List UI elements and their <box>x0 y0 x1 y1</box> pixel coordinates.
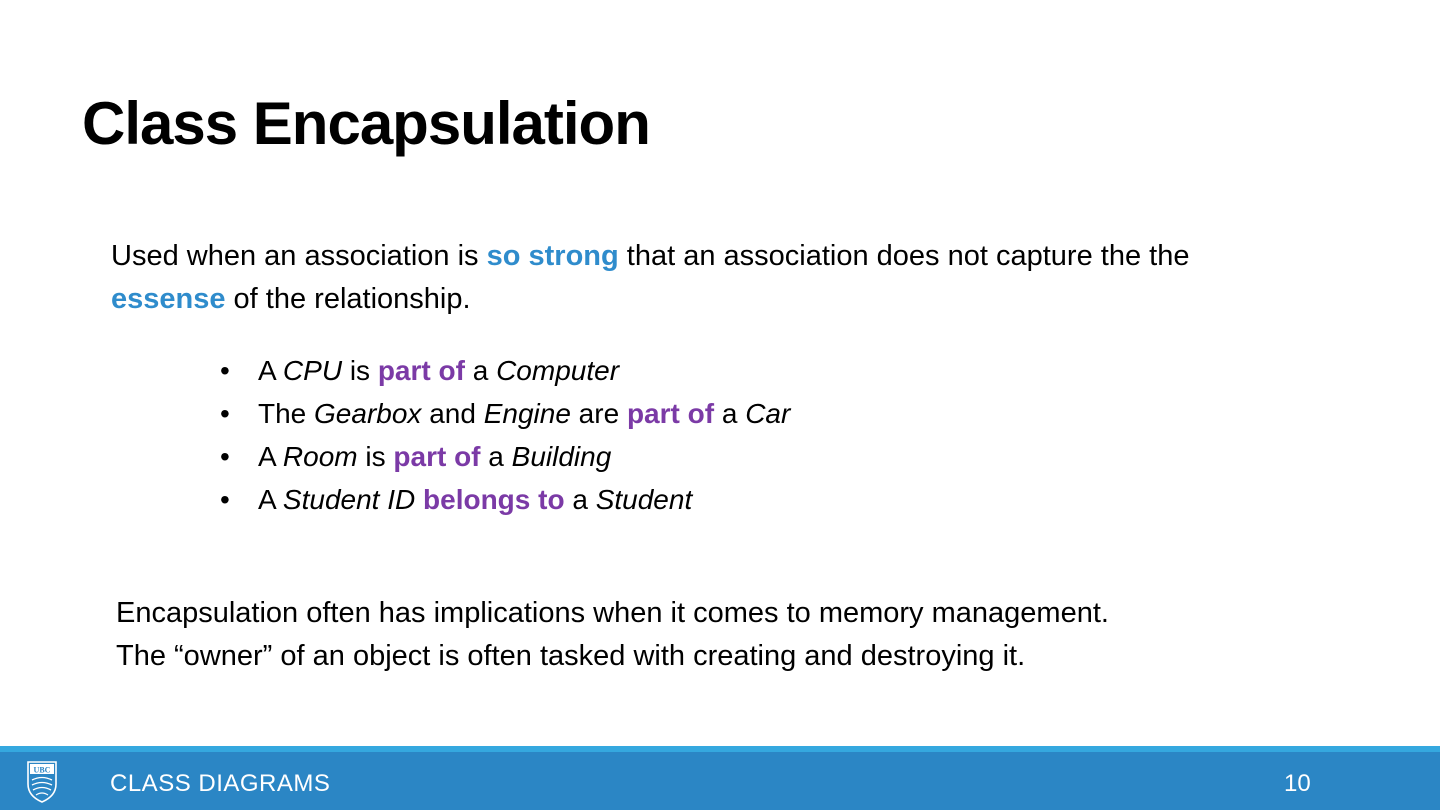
list-text: is <box>357 441 394 472</box>
list-text: A <box>258 355 283 386</box>
list-item <box>220 392 791 435</box>
list-item <box>220 435 790 478</box>
intro-text-1: Used when an association is <box>111 240 487 272</box>
svg-text:UBC: UBC <box>33 765 51 775</box>
list-text: is <box>342 355 378 386</box>
relation-highlight: belongs to <box>423 484 565 515</box>
intro-text-3: of the relationship. <box>225 283 471 315</box>
list-text: a <box>464 355 497 386</box>
list-text: a <box>714 398 746 429</box>
list-text <box>415 484 423 515</box>
memory-note-line-1: Encapsulation often has implications when it comes to memory management. <box>116 597 1109 629</box>
list-text: and <box>421 398 484 429</box>
bullet-icon: • <box>220 484 230 515</box>
bullet-icon: • <box>220 441 230 472</box>
list-item <box>220 478 790 521</box>
list-text: a <box>480 441 512 472</box>
slide-title: Class Encapsulation <box>82 90 650 157</box>
footer-stripe <box>0 746 1440 752</box>
list-term: Gearbox <box>314 398 422 429</box>
bullet-icon: • <box>220 398 230 429</box>
highlight-so-strong: so strong <box>486 240 619 272</box>
list-term: Car <box>745 398 791 429</box>
memory-note <box>116 592 1316 678</box>
slide-number: 10 <box>1284 770 1311 797</box>
list-term: Building <box>511 441 612 472</box>
list-text: A <box>258 441 283 472</box>
footer-section-label: CLASS DIAGRAMS <box>110 770 331 797</box>
memory-note-line-2: The “owner” of an object is often tasked with creating and destroying it. <box>116 640 1026 672</box>
highlight-essense: essense <box>111 283 226 315</box>
list-term: CPU <box>282 355 343 386</box>
relation-highlight: part of <box>626 398 715 429</box>
list-term: Engine <box>483 398 571 429</box>
intro-paragraph <box>111 235 1311 321</box>
bullet-icon: • <box>220 355 230 386</box>
list-item <box>220 349 790 392</box>
example-list <box>220 349 791 521</box>
list-term: Computer <box>496 355 620 386</box>
ubc-crest-icon <box>26 760 58 804</box>
list-term: Room <box>282 441 358 472</box>
list-text: a <box>564 484 596 515</box>
list-text: A <box>258 484 283 515</box>
intro-text-2: that an association does not capture the the <box>618 240 1190 272</box>
list-text: are <box>570 398 627 429</box>
footer-bar <box>0 746 1440 810</box>
relation-highlight: part of <box>377 355 465 386</box>
relation-highlight: part of <box>393 441 481 472</box>
list-text: The <box>258 398 315 429</box>
list-term: Student ID <box>282 484 416 515</box>
list-term: Student <box>595 484 693 515</box>
